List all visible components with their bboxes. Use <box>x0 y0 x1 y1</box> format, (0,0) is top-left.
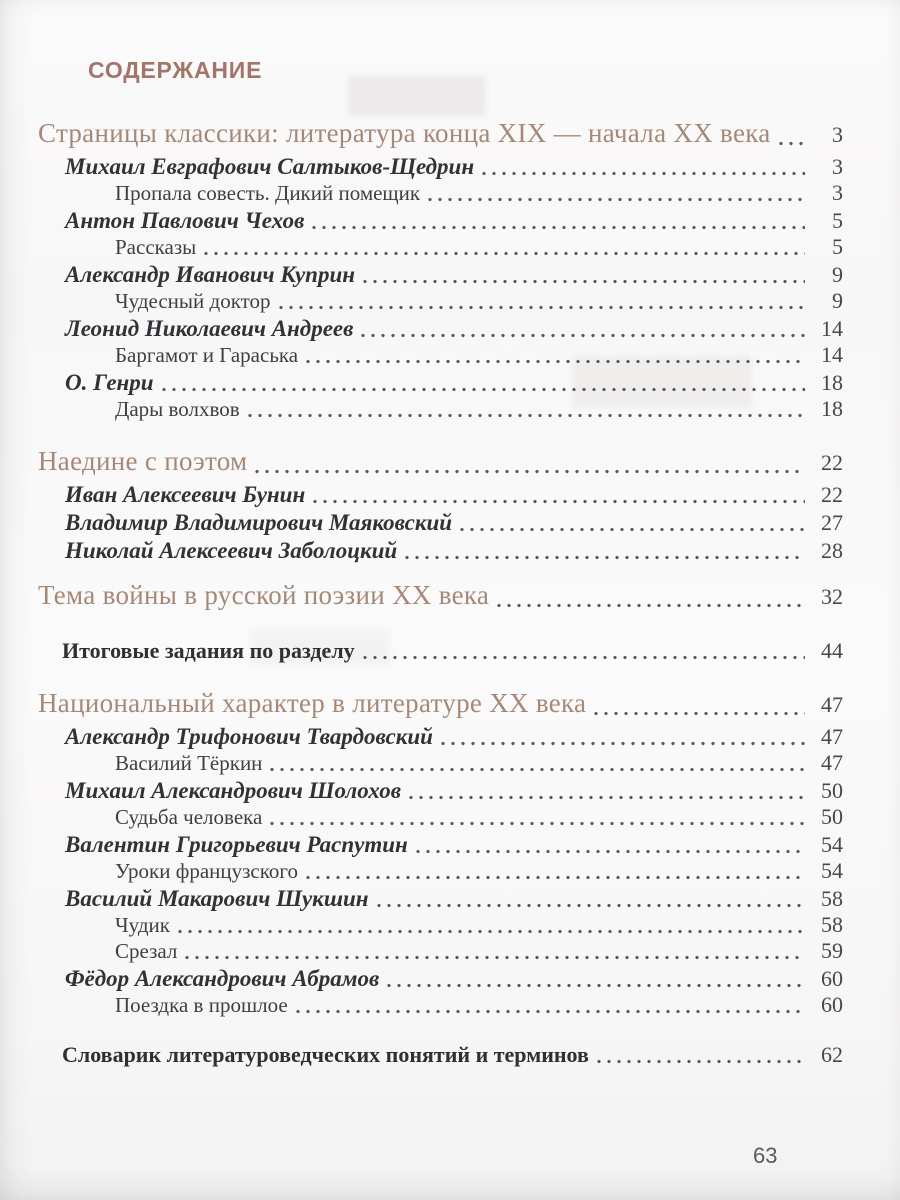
toc-entry-author <box>38 262 843 288</box>
toc-entry-page: 14 <box>821 316 843 341</box>
toc-entry-page: 47 <box>821 692 843 717</box>
toc-entry-label: Василий Макарович Шукшин <box>65 886 369 911</box>
toc-entry-label: Леонид Николаевич Андреев <box>65 316 354 341</box>
toc-entry-page: 18 <box>821 370 843 395</box>
toc-entry-author <box>38 538 843 564</box>
toc-entry-page: 58 <box>821 886 843 911</box>
dot-leader <box>597 1059 805 1064</box>
toc-entry-page: 5 <box>832 234 843 259</box>
toc-entry-page: 59 <box>821 938 843 963</box>
dot-leader <box>248 413 805 418</box>
toc-entry-label: Баргамот и Гараська <box>115 343 299 367</box>
toc-entry-label: Итоговые задания по разделу <box>62 638 355 663</box>
dot-leader <box>313 499 805 504</box>
dot-leader <box>779 141 805 146</box>
dot-leader <box>377 903 805 908</box>
toc-entry-page: 47 <box>821 750 843 775</box>
dot-leader <box>363 279 805 284</box>
toc-entry-work <box>38 396 843 422</box>
toc-entry-section <box>38 578 843 614</box>
toc-entry-label: Тема войны в русской поэзии XX века <box>38 580 490 610</box>
toc-entry-label: Дары волхвов <box>115 397 240 421</box>
toc-entry-label: Владимир Владимирович Маяковский <box>65 510 453 535</box>
toc-entry-page: 22 <box>821 482 843 507</box>
dot-leader <box>279 305 805 310</box>
toc-entry-section <box>38 686 843 722</box>
toc-entry-author <box>38 832 843 858</box>
toc-entry-label: Николай Алексеевич Заболоцкий <box>65 538 398 563</box>
toc-entry-author <box>38 208 843 234</box>
toc-entry-page: 14 <box>821 342 843 367</box>
toc-entry-label: Антон Павлович Чехов <box>65 208 305 233</box>
toc-entry-author <box>38 316 843 342</box>
dot-leader <box>497 603 805 608</box>
toc-entry-page: 54 <box>821 858 843 883</box>
toc-entry-page: 62 <box>821 1042 843 1067</box>
toc-entry-page: 3 <box>832 154 843 179</box>
toc-entry-label: О. Генри <box>65 370 154 395</box>
dot-leader <box>428 197 805 202</box>
dot-leader <box>441 741 805 746</box>
dot-leader <box>162 387 805 392</box>
toc-entry-work <box>38 288 843 314</box>
dot-leader <box>409 795 805 800</box>
toc-entry-work <box>38 858 843 884</box>
toc-entry-label: Иван Алексеевич Бунин <box>65 482 306 507</box>
toc-entry-label: Михаил Евграфович Салтыков-Щедрин <box>65 154 475 179</box>
toc-entry-author <box>38 370 843 396</box>
toc-entry-page: 28 <box>821 538 843 563</box>
toc-entry-page: 54 <box>821 832 843 857</box>
toc-entry-page: 47 <box>821 724 843 749</box>
dot-leader <box>405 555 805 560</box>
toc-entry-label: Пропала совесть. Дикий помещик <box>115 181 421 205</box>
toc-entry-page: 27 <box>821 510 843 535</box>
toc-entry-work <box>38 804 843 830</box>
dot-leader <box>270 767 805 772</box>
toc-entry-work <box>38 234 843 260</box>
toc-entry-label: Валентин Григорьевич Распутин <box>65 832 408 857</box>
toc-entry-label: Чудик <box>115 913 170 937</box>
dot-leader <box>255 469 805 474</box>
toc-content <box>38 56 843 1068</box>
toc-entry-label: Александр Трифонович Твардовский <box>65 724 433 749</box>
dot-leader <box>296 1009 805 1014</box>
toc-entry-page: 32 <box>821 584 843 609</box>
dot-leader <box>306 359 805 364</box>
dot-leader <box>594 711 805 716</box>
dot-leader <box>312 225 805 230</box>
toc-entry-label: Чудесный доктор <box>115 289 271 313</box>
page-number: 63 <box>753 1143 778 1168</box>
toc-entry-page: 58 <box>821 912 843 937</box>
toc-entry-label: Наедине с поэтом <box>38 446 248 476</box>
toc-entry-page: 60 <box>821 966 843 991</box>
dot-leader <box>460 527 805 532</box>
toc-entry-label: Рассказы <box>115 235 197 259</box>
dot-leader <box>204 251 805 256</box>
toc-entry-label: Срезал <box>115 939 178 963</box>
toc-entry-label: Страницы классики: литература конца XIX — начала XX века <box>38 118 771 148</box>
toc-entry-author <box>38 778 843 804</box>
toc-entry-work <box>38 938 843 964</box>
toc-entry-summary <box>38 638 843 664</box>
toc-entry-work <box>38 912 843 938</box>
dot-leader <box>387 983 805 988</box>
toc-entry-label: Александр Иванович Куприн <box>65 262 356 287</box>
toc-entry-label: Судьба человека <box>115 805 263 829</box>
toc-entry-label: Поездка в прошлое <box>115 993 288 1017</box>
toc-entry-label: Словарик литературоведческих понятий и терминов <box>62 1042 589 1067</box>
toc-entry-section <box>38 444 843 480</box>
toc-entry-page: 22 <box>821 450 843 475</box>
page-title: СОДЕРЖАНИЕ <box>88 57 263 83</box>
toc-entry-page: 9 <box>832 288 843 313</box>
toc-entry-author <box>38 510 843 536</box>
toc-entry-page: 5 <box>832 208 843 233</box>
toc-entry-author <box>38 154 843 180</box>
dot-leader <box>178 929 805 934</box>
toc-entry-work <box>38 180 843 206</box>
toc-entry-label: Фёдор Александрович Абрамов <box>65 966 380 991</box>
toc-entry-page: 3 <box>832 122 843 147</box>
toc-entry-page: 3 <box>832 180 843 205</box>
toc-entry-label: Национальный характер в литературе XX века <box>38 688 587 718</box>
dot-leader <box>185 955 805 960</box>
toc-entry-page: 50 <box>821 804 843 829</box>
toc-entry-label: Василий Тёркин <box>115 751 263 775</box>
toc-entry-work <box>38 992 843 1018</box>
dot-leader <box>416 849 805 854</box>
toc-entry-author <box>38 886 843 912</box>
toc-entry-page: 60 <box>821 992 843 1017</box>
dot-leader <box>306 875 805 880</box>
toc-entry-label: Михаил Александрович Шолохов <box>65 778 401 803</box>
dot-leader <box>361 333 805 338</box>
toc-entry-page: 50 <box>821 778 843 803</box>
toc-entry-work <box>38 342 843 368</box>
toc-entry-author <box>38 724 843 750</box>
toc-entry-glossary <box>38 1042 843 1068</box>
toc-entry-page: 44 <box>821 638 843 663</box>
toc-entry-author <box>38 966 843 992</box>
toc-entry-work <box>38 750 843 776</box>
toc-entry-section <box>38 116 843 152</box>
dot-leader <box>363 655 805 660</box>
dot-leader <box>482 171 805 176</box>
toc-entry-page: 9 <box>832 262 843 287</box>
dot-leader <box>270 821 805 826</box>
toc-entry-page: 18 <box>821 396 843 421</box>
toc-entry-label: Уроки французского <box>115 859 298 883</box>
toc-entry-author <box>38 482 843 508</box>
